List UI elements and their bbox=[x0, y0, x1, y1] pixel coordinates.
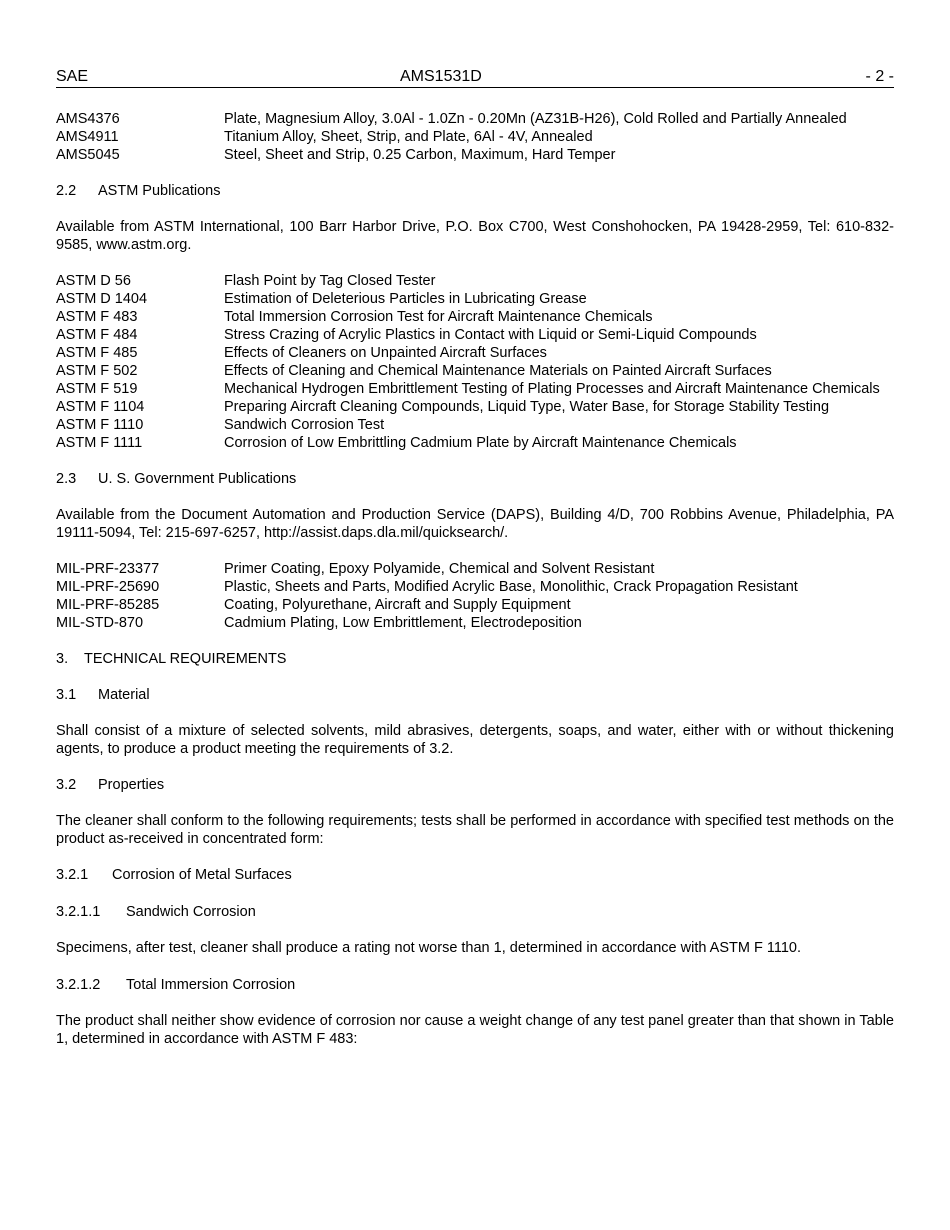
reference-code: ASTM F 502 bbox=[56, 363, 138, 379]
reference-code: MIL-PRF-25690 bbox=[56, 579, 160, 595]
reference-entry bbox=[56, 434, 894, 452]
section-number: 3.1 bbox=[56, 687, 77, 703]
reference-title: Corrosion of Low Embrittling Cadmium Plate by Aircraft Maintenance Chemicals bbox=[224, 435, 737, 451]
section-intro: Available from ASTM International, 100 Barr Harbor Drive, P.O. Box C700, West Conshohocken, PA 19428-2959, Tel: 610-832-9585, www.astm.org. bbox=[56, 219, 894, 253]
section-title: ASTM Publications bbox=[98, 183, 221, 199]
reference-title: Plastic, Sheets and Parts, Modified Acrylic Base, Monolithic, Crack Propagation Resistant bbox=[224, 579, 798, 595]
reference-code: ASTM F 519 bbox=[56, 381, 138, 397]
section-number: 3.2 bbox=[56, 777, 77, 793]
reference-title: Mechanical Hydrogen Embrittlement Testing of Plating Processes and Aircraft Maintenance Chemicals bbox=[224, 381, 880, 397]
reference-title: Coating, Polyurethane, Aircraft and Supply Equipment bbox=[224, 597, 571, 613]
reference-code: MIL-PRF-85285 bbox=[56, 597, 160, 613]
reference-code: ASTM F 1110 bbox=[56, 417, 144, 433]
section-heading-2-2 bbox=[56, 182, 894, 200]
section-title: Sandwich Corrosion bbox=[126, 904, 256, 920]
reference-title: Stress Crazing of Acrylic Plastics in Contact with Liquid or Semi-Liquid Compounds bbox=[224, 327, 757, 343]
section-number: 2.2 bbox=[56, 183, 77, 199]
reference-entry bbox=[56, 362, 894, 380]
astm-reference-list bbox=[56, 272, 894, 452]
reference-entry bbox=[56, 344, 894, 362]
reference-entry bbox=[56, 110, 894, 128]
reference-code: ASTM F 1104 bbox=[56, 399, 145, 415]
reference-title: Preparing Aircraft Cleaning Compounds, Liquid Type, Water Base, for Storage Stability Testing bbox=[224, 399, 830, 415]
reference-entry bbox=[56, 326, 894, 344]
reference-title: Primer Coating, Epoxy Polyamide, Chemical and Solvent Resistant bbox=[224, 561, 655, 577]
reference-title: Flash Point by Tag Closed Tester bbox=[224, 273, 436, 289]
section-title: U. S. Government Publications bbox=[98, 471, 297, 487]
reference-entry bbox=[56, 416, 894, 434]
section-body: Specimens, after test, cleaner shall produce a rating not worse than 1, determined in accordance with ASTM F 1110. bbox=[56, 940, 801, 956]
section-heading-3 bbox=[56, 650, 894, 668]
reference-entry bbox=[56, 578, 894, 596]
reference-entry bbox=[56, 380, 894, 398]
section-heading-3-2-1-2 bbox=[56, 976, 894, 994]
section-title: TECHNICAL REQUIREMENTS bbox=[84, 651, 287, 667]
reference-title: Plate, Magnesium Alloy, 3.0Al - 1.0Zn - 0.20Mn (AZ31B-H26), Cold Rolled and Partially Annealed bbox=[224, 111, 847, 127]
section-number: 3.2.1.2 bbox=[56, 977, 101, 993]
reference-code: AMS4376 bbox=[56, 111, 120, 127]
reference-code: ASTM F 1111 bbox=[56, 435, 143, 451]
section-body: The cleaner shall conform to the following requirements; tests shall be performed in accordance with specified test methods on the product as-received in concentrated form: bbox=[56, 813, 894, 847]
section-heading-3-2 bbox=[56, 776, 894, 794]
reference-code: MIL-STD-870 bbox=[56, 615, 144, 631]
section-heading-2-3 bbox=[56, 470, 894, 488]
reference-code: AMS5045 bbox=[56, 147, 120, 163]
reference-entry bbox=[56, 146, 894, 164]
reference-code: ASTM F 484 bbox=[56, 327, 138, 343]
section-heading-3-2-1-1 bbox=[56, 903, 894, 921]
reference-entry bbox=[56, 596, 894, 614]
section-intro: Available from the Document Automation and Production Service (DAPS), Building 4/D, 700 Robbins Avenue, Philadelphia, PA 19111-5094, Tel: 215-697-6257, http://assist.daps.dla.mil/quicksearch/. bbox=[56, 507, 894, 541]
reference-entry bbox=[56, 308, 894, 326]
ams-reference-list bbox=[56, 110, 894, 164]
page-header bbox=[56, 67, 894, 88]
reference-title: Total Immersion Corrosion Test for Aircraft Maintenance Chemicals bbox=[224, 309, 653, 325]
reference-entry bbox=[56, 614, 894, 632]
header-doc-number: AMS1531D bbox=[400, 68, 482, 85]
reference-entry bbox=[56, 560, 894, 578]
section-heading-3-2-1 bbox=[56, 866, 894, 884]
section-number: 3.2.1.1 bbox=[56, 904, 101, 920]
reference-code: AMS4911 bbox=[56, 129, 119, 145]
reference-title: Effects of Cleaners on Unpainted Aircraft Surfaces bbox=[224, 345, 547, 361]
section-title: Total Immersion Corrosion bbox=[126, 977, 296, 993]
reference-title: Cadmium Plating, Low Embrittlement, Electrodeposition bbox=[224, 615, 582, 631]
reference-title: Titanium Alloy, Sheet, Strip, and Plate, 6Al - 4V, Annealed bbox=[224, 129, 593, 145]
section-number: 3.2.1 bbox=[56, 867, 89, 883]
section-body: The product shall neither show evidence of corrosion nor cause a weight change of any test panel greater than that shown in Table 1, determined in accordance with ASTM F 483: bbox=[56, 1013, 894, 1047]
reference-entry bbox=[56, 128, 894, 146]
document-page bbox=[56, 67, 894, 1048]
section-heading-3-1 bbox=[56, 686, 894, 704]
reference-title: Sandwich Corrosion Test bbox=[224, 417, 385, 433]
header-page-number: - 2 - bbox=[865, 68, 894, 85]
section-title: Material bbox=[98, 687, 150, 703]
section-body: Shall consist of a mixture of selected solvents, mild abrasives, detergents, soaps, and water, either with or without thickening agents, to produce a product meeting the requirements of 3.2. bbox=[56, 723, 894, 757]
reference-title: Estimation of Deleterious Particles in Lubricating Grease bbox=[224, 291, 587, 307]
reference-entry bbox=[56, 290, 894, 308]
gov-reference-list bbox=[56, 560, 894, 632]
reference-entry bbox=[56, 398, 894, 416]
header-org: SAE bbox=[56, 68, 89, 85]
reference-code: MIL-PRF-23377 bbox=[56, 561, 160, 577]
reference-code: ASTM F 485 bbox=[56, 345, 138, 361]
reference-code: ASTM F 483 bbox=[56, 309, 138, 325]
section-title: Properties bbox=[98, 777, 165, 793]
section-title: Corrosion of Metal Surfaces bbox=[112, 867, 292, 883]
section-number: 2.3 bbox=[56, 471, 77, 487]
reference-code: ASTM D 1404 bbox=[56, 291, 148, 307]
reference-title: Effects of Cleaning and Chemical Maintenance Materials on Painted Aircraft Surfaces bbox=[224, 363, 772, 379]
section-number: 3. bbox=[56, 651, 69, 667]
reference-entry bbox=[56, 272, 894, 290]
reference-code: ASTM D 56 bbox=[56, 273, 131, 289]
reference-title: Steel, Sheet and Strip, 0.25 Carbon, Maximum, Hard Temper bbox=[224, 147, 616, 163]
